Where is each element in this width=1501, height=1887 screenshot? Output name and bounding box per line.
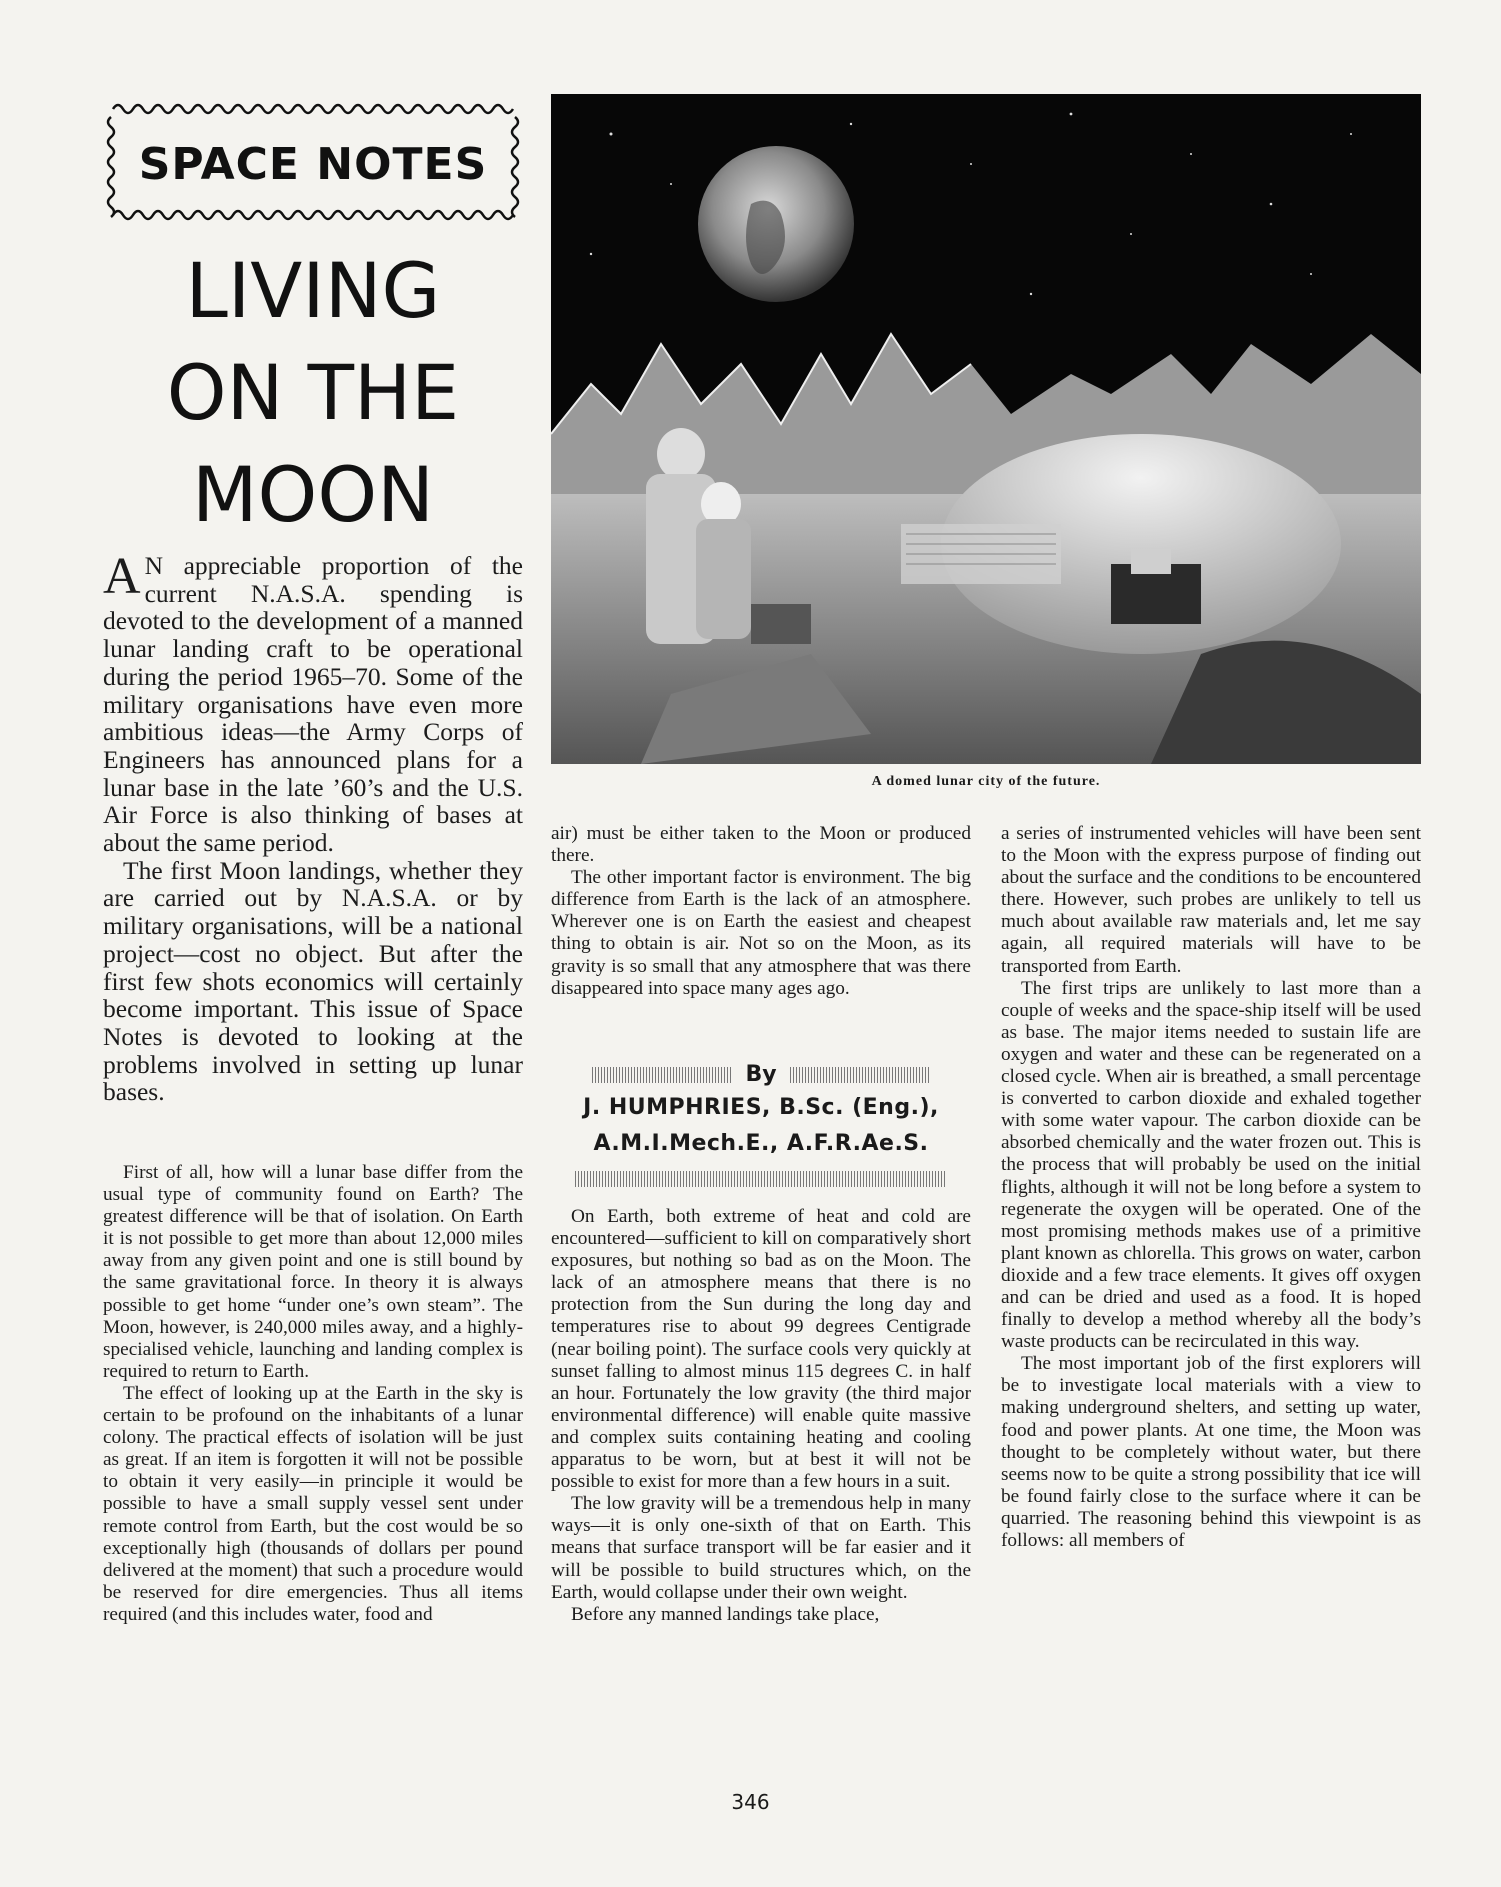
body-paragraph: The most important job of the first explorers will be to investigate local materials with a view to making underground shelters, and setting up water, food and power plants. At one time, the Moon was thought to be completely without water, but there seems now to be quite a strong possibility that ice will be found fairly close to the surface where it can be quarried. The reasoning behind this viewpoint is as follows: all members of [1001, 1353, 1421, 1551]
body-paragraph: First of all, how will a lunar base differ from the usual type of community found on Earth? The greatest difference will be that of isolation. On Earth it is not possible to get more than about 12,000 miles away from any given point and one is still bound by the same gravitational force. In theory it is always possible to get home “under one’s own steam”. The Moon, however, is 240,000 miles away, and a highly-specialised vehicle, launching and landing complex is required to return to Earth. [103, 1162, 523, 1382]
column-1-text [103, 1162, 523, 1626]
hatch-rule [592, 1067, 732, 1083]
section-badge [103, 95, 523, 227]
body-paragraph: The first trips are unlikely to last more than a couple of weeks and the space-ship itself will be used as base. The major items needed to sustain life are oxygen and water and these can be regenerated on a closed cycle. When air is breathed, a small percentage is converted to carbon dioxide and exhaled together with some water vapour. The carbon dioxide can be absorbed chemically and the water frozen out. This is the process that will probably be used on the initial flights, although it will not be long before a system to regenerate the oxygen will be operated. One of the most promising methods makes use of a primitive plant known as chlorella. This grows on water, carbon dioxide and a few trace elements. It gives off oxygen and can be dried and used as a food. It is hoped finally to develop a method whereby all the body’s waste products can be recirculated in this way. [1001, 977, 1421, 1353]
column-2-top-text [551, 823, 971, 1000]
hatch-rule [790, 1067, 930, 1083]
body-paragraph: The other important factor is environment. The big difference from Earth is the lack of an atmosphere. Wherever one is on Earth the easiest and cheapest thing to obtain is air. Not so on the Moon, as its gravity is so small that any atmosphere that was there disappeared into space many ages ago. [551, 867, 971, 999]
hatch-rule [575, 1171, 947, 1187]
column-2-text [551, 1206, 971, 1626]
title-line: ON THE [166, 348, 460, 437]
section-badge-label: SPACE NOTES [138, 139, 488, 190]
author-byline [551, 1060, 971, 1187]
lead-text [103, 548, 523, 1107]
title-line: MOON [191, 450, 435, 539]
author-credentials: A.M.I.Mech.E., A.F.R.Ae.S. [593, 1131, 929, 1156]
author-name: J. HUMPHRIES, B.Sc. (Eng.), [583, 1095, 939, 1120]
article-title [103, 240, 523, 546]
moon-city-illustration [551, 94, 1421, 764]
body-paragraph: a series of instrumented vehicles will have been sent to the Moon with the express purpose of finding out about the surface and the conditions to be encountered there. However, such probes are unlikely to tell us much about available raw materials and, let me say again, all required materials will have to be transported from Earth. [1001, 823, 1421, 977]
lunar-scene-image [551, 94, 1421, 764]
body-paragraph: air) must be either taken to the Moon or produced there. [551, 823, 971, 867]
column-3-text [1001, 823, 1421, 1552]
lead-paragraph: The first Moon landings, whether they are carried out by N.A.S.A. or by military organisations, will be a national project—cost no object. But after the first few shots economics will certainly become important. This issue of Space Notes is devoted to looking at the problems involved in setting up lunar bases. [103, 855, 523, 1107]
body-paragraph: Before any manned landings take place, [571, 1603, 880, 1625]
body-paragraph: The effect of looking up at the Earth in the sky is certain to be profound on the inhabitants of a lunar colony. The practical effects of isolation will be just as great. If an item is forgotten it will not be possible to obtain it very easily—in principle it would be possible to have a small supply vessel sent under remote control from Earth, but the cost would be so exceptionally high (thousands of dollars per pound delivered at the moment) that such a procedure would be reserved for dire emergencies. Thus all items required (and this includes water, food and [103, 1382, 523, 1625]
drop-cap: A [103, 548, 141, 605]
lead-paragraph: A N appreciable proportion of the current N.A.S.A. spending is devoted to the development of a manned lunar landing craft to be operational during the period 1965–70. Some of the military organisations have even more ambitious ideas—the Army Corps of Engineers has announced plans for a lunar base in the late ’60’s and the U.S. Air Force is also thinking of bases at about the same period. [103, 548, 523, 858]
page-number: 346 [731, 1790, 770, 1814]
title-line: LIVING [185, 246, 441, 335]
by-label: By [745, 1062, 777, 1087]
figure-caption: A domed lunar city of the future. [871, 774, 1101, 789]
body-paragraph: On Earth, both extreme of heat and cold are encountered—sufficient to kill on comparatively short exposures, but nothing so bad as on the Moon. The lack of an atmosphere means that there is no protection from the Sun during the long day and temperatures rise to about 99 degrees Centigrade (near boiling point). The surface cools very quickly at sunset falling to almost minus 115 degrees C. in half an hour. Fortunately the low gravity (the third major environmental difference) will enable quite massive and complex suits containing heating and cooling apparatus to be worn, but at best it will not be possible to exist for more than a few hours in a suit. [551, 1206, 971, 1493]
body-paragraph: The low gravity will be a tremendous help in many ways—it is only one-sixth of that on Earth. This means that surface transport will be far easier and it will be possible to build structures which, on the Earth, would collapse under their own weight. [551, 1493, 971, 1603]
